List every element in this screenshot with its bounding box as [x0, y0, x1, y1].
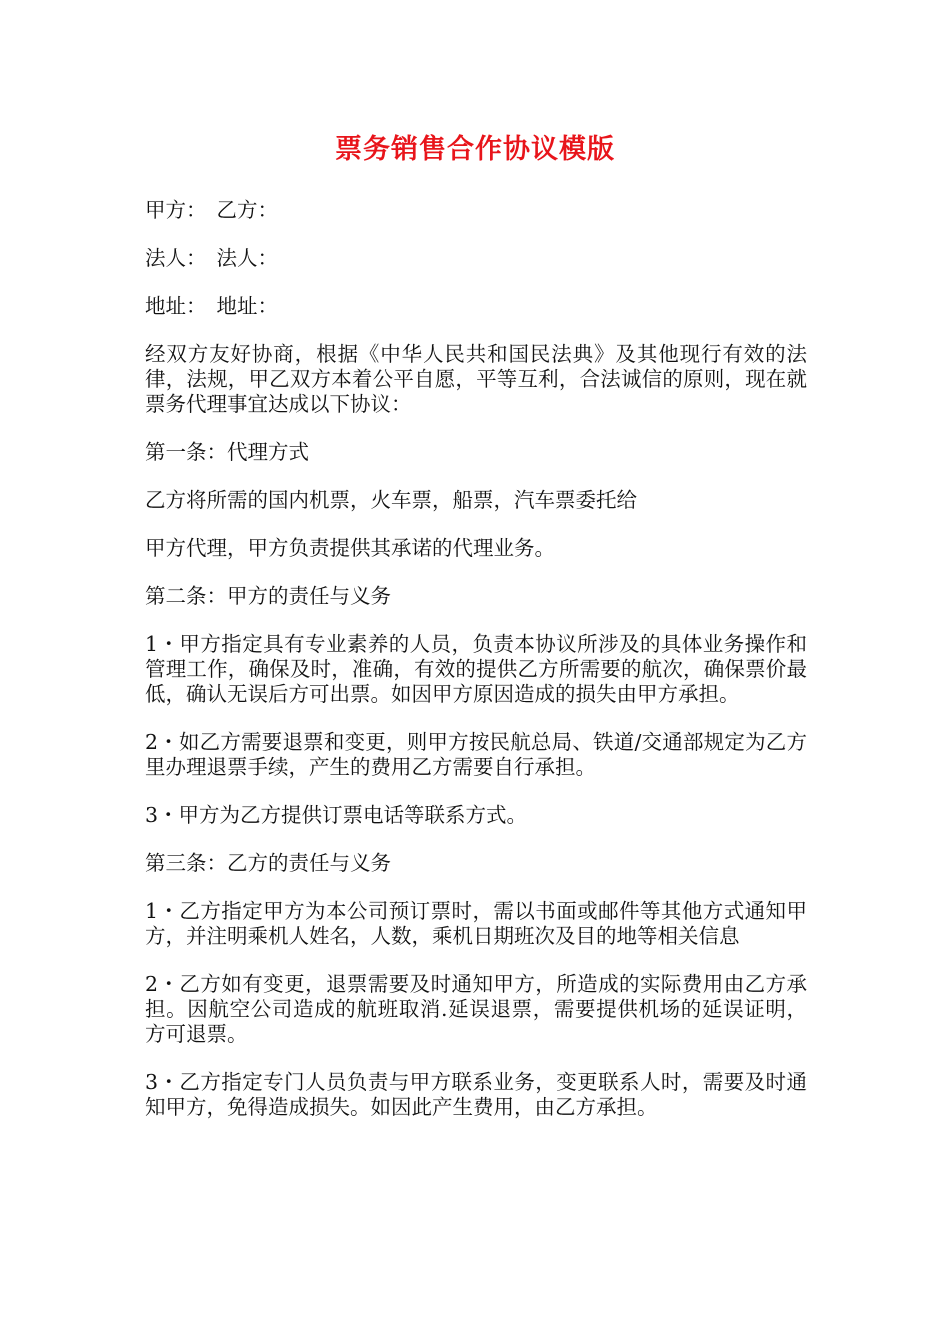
- article-3-clause-2: 2・乙方如有变更，退票需要及时通知甲方，所造成的实际费用由乙方承担。因航空公司造成的航班取消.延误退票，需要提供机场的延误证明，方可退票。: [145, 972, 807, 1046]
- article-3-clause-3: 3・乙方指定专门人员负责与甲方联系业务，变更联系人时，需要及时通知甲方，免得造成损失。如因此产生费用，由乙方承担。: [145, 1070, 807, 1119]
- party-a-address-label: 地址：: [145, 294, 207, 318]
- page-title: 票务销售合作协议模版: [335, 134, 615, 165]
- article-1-heading: 第一条：代理方式: [145, 440, 309, 464]
- party-b-address-label: 地址：: [216, 294, 278, 318]
- article-2-clause-1: 1・甲方指定具有专业素养的人员，负责本协议所涉及的具体业务操作和管理工作，确保及时，准确，有效的提供乙方所需要的航次，确保票价最低，确认无误后方可出票。如因甲方原因造成的损失由甲方承担。: [145, 632, 807, 706]
- document-body: [145, 198, 807, 1143]
- article-2-clause-2: 2・如乙方需要退票和变更，则甲方按民航总局、铁道/交通部规定为乙方里办理退票手续，产生的费用乙方需要自行承担。: [145, 730, 807, 779]
- party-line-2: [145, 246, 807, 271]
- article-1-paragraph-2: 甲方代理，甲方负责提供其承诺的代理业务。: [145, 536, 555, 560]
- party-b-label: 乙方：: [216, 198, 278, 222]
- party-line-3: [145, 294, 807, 319]
- article-2-heading: 第二条：甲方的责任与义务: [145, 584, 391, 608]
- party-a-legal-rep-label: 法人：: [145, 246, 207, 270]
- party-b-legal-rep-label: 法人：: [216, 246, 278, 270]
- article-1-paragraph-1: 乙方将所需的国内机票，火车票，船票，汽车票委托给: [145, 488, 637, 512]
- party-a-label: 甲方：: [145, 198, 207, 222]
- preamble-paragraph: 经双方友好协商，根据《中华人民共和国民法典》及其他现行有效的法律，法规，甲乙双方本着公平自愿，平等互利，合法诚信的原则，现在就票务代理事宜达成以下协议：: [145, 342, 807, 416]
- article-3-clause-1: 1・乙方指定甲方为本公司预订票时，需以书面或邮件等其他方式通知甲方，并注明乘机人姓名，人数，乘机日期班次及目的地等相关信息: [145, 899, 807, 948]
- article-3-heading: 第三条：乙方的责任与义务: [145, 851, 391, 875]
- article-2-clause-3: 3・甲方为乙方提供订票电话等联系方式。: [145, 803, 528, 827]
- party-line-1: [145, 198, 807, 223]
